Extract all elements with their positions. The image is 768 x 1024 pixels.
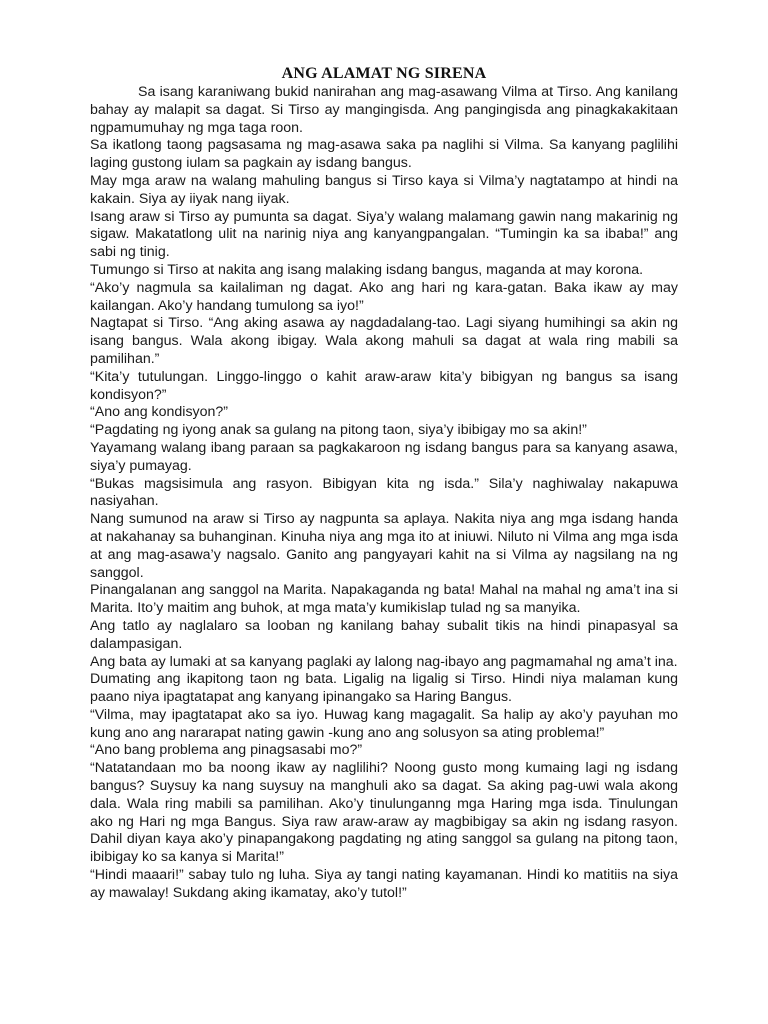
paragraph-10: “Pagdating ng iyong anak sa gulang na pitong taon, siya’y ibibigay mo sa akin!”	[90, 422, 587, 439]
paragraph-11: Yayamang walang ibang paraan sa pagkakaroon ng isdang bangus para sa kanyang asawa, siya’y pumayag.	[90, 439, 678, 474]
paragraph-8: “Kita’y tutulungan. Linggo-linggo o kahit araw-araw kita’y bibigyan ng bangus sa isang kondisyon?”	[90, 368, 678, 403]
paragraph-12: “Bukas magsisimula ang rasyon. Bibigyan kita ng isda.” Sila’y naghiwalay nakapuwa nasiyahan.	[90, 475, 678, 510]
paragraph-13: Nang sumunod na araw si Tirso ay nagpunta sa aplaya. Nakita niya ang mga isdang handa at nakahanay sa buhanginan. Kinuha niya ang mga ito at iniuwi. Niluto ni Vilma ang mga isda at ang mag-asawa’y nagsalo. Ganito ang pangyayari kahit na si Vilma ay nagsilang na ng sanggol.	[90, 511, 678, 581]
paragraph-4: Isang araw si Tirso ay pumunta sa dagat. Siya’y walang malamang gawin nang makarinig ng sigaw. Makatatlong ulit na narinig niya ang kanyangpangalan. “Tumingin ka sa ibaba!” ang sabi ng tinig.	[90, 208, 678, 261]
paragraph-14: Pinangalanan ang sanggol na Marita. Napakaganda ng bata! Mahal na mahal ng ama’t ina si Marita. Ito’y maitim ang buhok, at mga mata’y kumikislap tulad ng sa manyika.	[90, 582, 678, 617]
paragraph-6: “Ako’y nagmula sa kailaliman ng dagat. Ako ang hari ng kara-gatan. Baka ikaw ay may kailangan. Ako’y handang tumulong sa iyo!”	[90, 279, 678, 314]
paragraph-5: Tumungo si Tirso at nakita ang isang malaking isdang bangus, maganda at may korona.	[90, 261, 644, 278]
paragraph-7: Nagtapat si Tirso. “Ang aking asawa ay nagdadalang-tao. Lagi siyang humihingi sa akin ng isang bangus. Wala akong ibigay. Wala akong mahuli sa dagat at wala ring mabili sa pamilihan.”	[90, 315, 678, 367]
paragraph-9: “Ano ang kondisyon?”	[90, 404, 229, 421]
paragraph-21: “Hindi maaari!” sabay tulo ng luha. Siya ay tangi nating kayamanan. Hindi ko matitiis na siya ay mawalay! Sukdang aking ikamatay, ako’y tutol!”	[90, 867, 678, 901]
story-body	[90, 84, 678, 903]
paragraph-20: “Natatandaan mo ba noong ikaw ay naglilihi? Noong gusto mong kumaing lagi ng isdang bangus? Suysuy ka nang suysuy na manghuli ako sa dagat. Sa aking pag-uwi wala akong dala. Wala ring mabili sa pamilihan. Ako’y tinulunganng mga Haring mga isda. Tinulungan ako ng Hari ng mga Bangus. Siya raw araw-araw ay magbibigay sa akin ng isdang rasyon. Dahil diyan kaya ako’y pinapangakong pagdating ng ating sanggol sa gulang na pitong taon, ibibigay ko sa kanya si Marita!”	[90, 760, 678, 866]
paragraph-3: May mga araw na walang mahuling bangus si Tirso kaya si Vilma’y nagtatampo at hindi na kakain. Siya ay iiyak nang iiyak.	[90, 172, 678, 207]
paragraph-17: Dumating ang ikapitong taon ng bata. Ligalig na ligalig si Tirso. Hindi niya malaman kung paano niya ipagtatapat ang kanyang ipinangako sa Haring Bangus.	[90, 671, 678, 706]
paragraph-1: Sa isang karaniwang bukid nanirahan ang mag-asawang Vilma at Tirso. Ang kanilang bahay ay malapit sa dagat. Si Tirso ay mangingisda. Ang pangingisda ang pinagkakakitaan ngpamumuhay ng mga taga roon.	[90, 84, 678, 136]
paragraph-2: Sa ikatlong taong pagsasama ng mag-asawa saka pa naglihi si Vilma. Sa kanyang paglilihi laging gustong iulam sa pagkain ay isdang bangus.	[90, 137, 678, 172]
paragraph-18: “Vilma, may ipagtatapat ako sa iyo. Huwag kang magagalit. Sa halip ay ako’y payuhan mo kung ano ang nararapat nating gawin -kung ano ang solusyon sa ating problema!”	[90, 706, 678, 741]
document-title: ANG ALAMAT NG SIRENA	[281, 65, 487, 82]
paragraph-19: “Ano bang problema ang pinagsasabi mo?”	[90, 742, 363, 759]
paragraph-15: Ang tatlo ay naglalaro sa looban ng kanilang bahay subalit tikis na hindi pinapasyal sa dalampasigan.	[90, 617, 678, 652]
paragraph-16: Ang bata ay lumaki at sa kanyang paglaki ay lalong nag-ibayo ang pagmamahal ng ama’t ina.	[90, 653, 678, 670]
